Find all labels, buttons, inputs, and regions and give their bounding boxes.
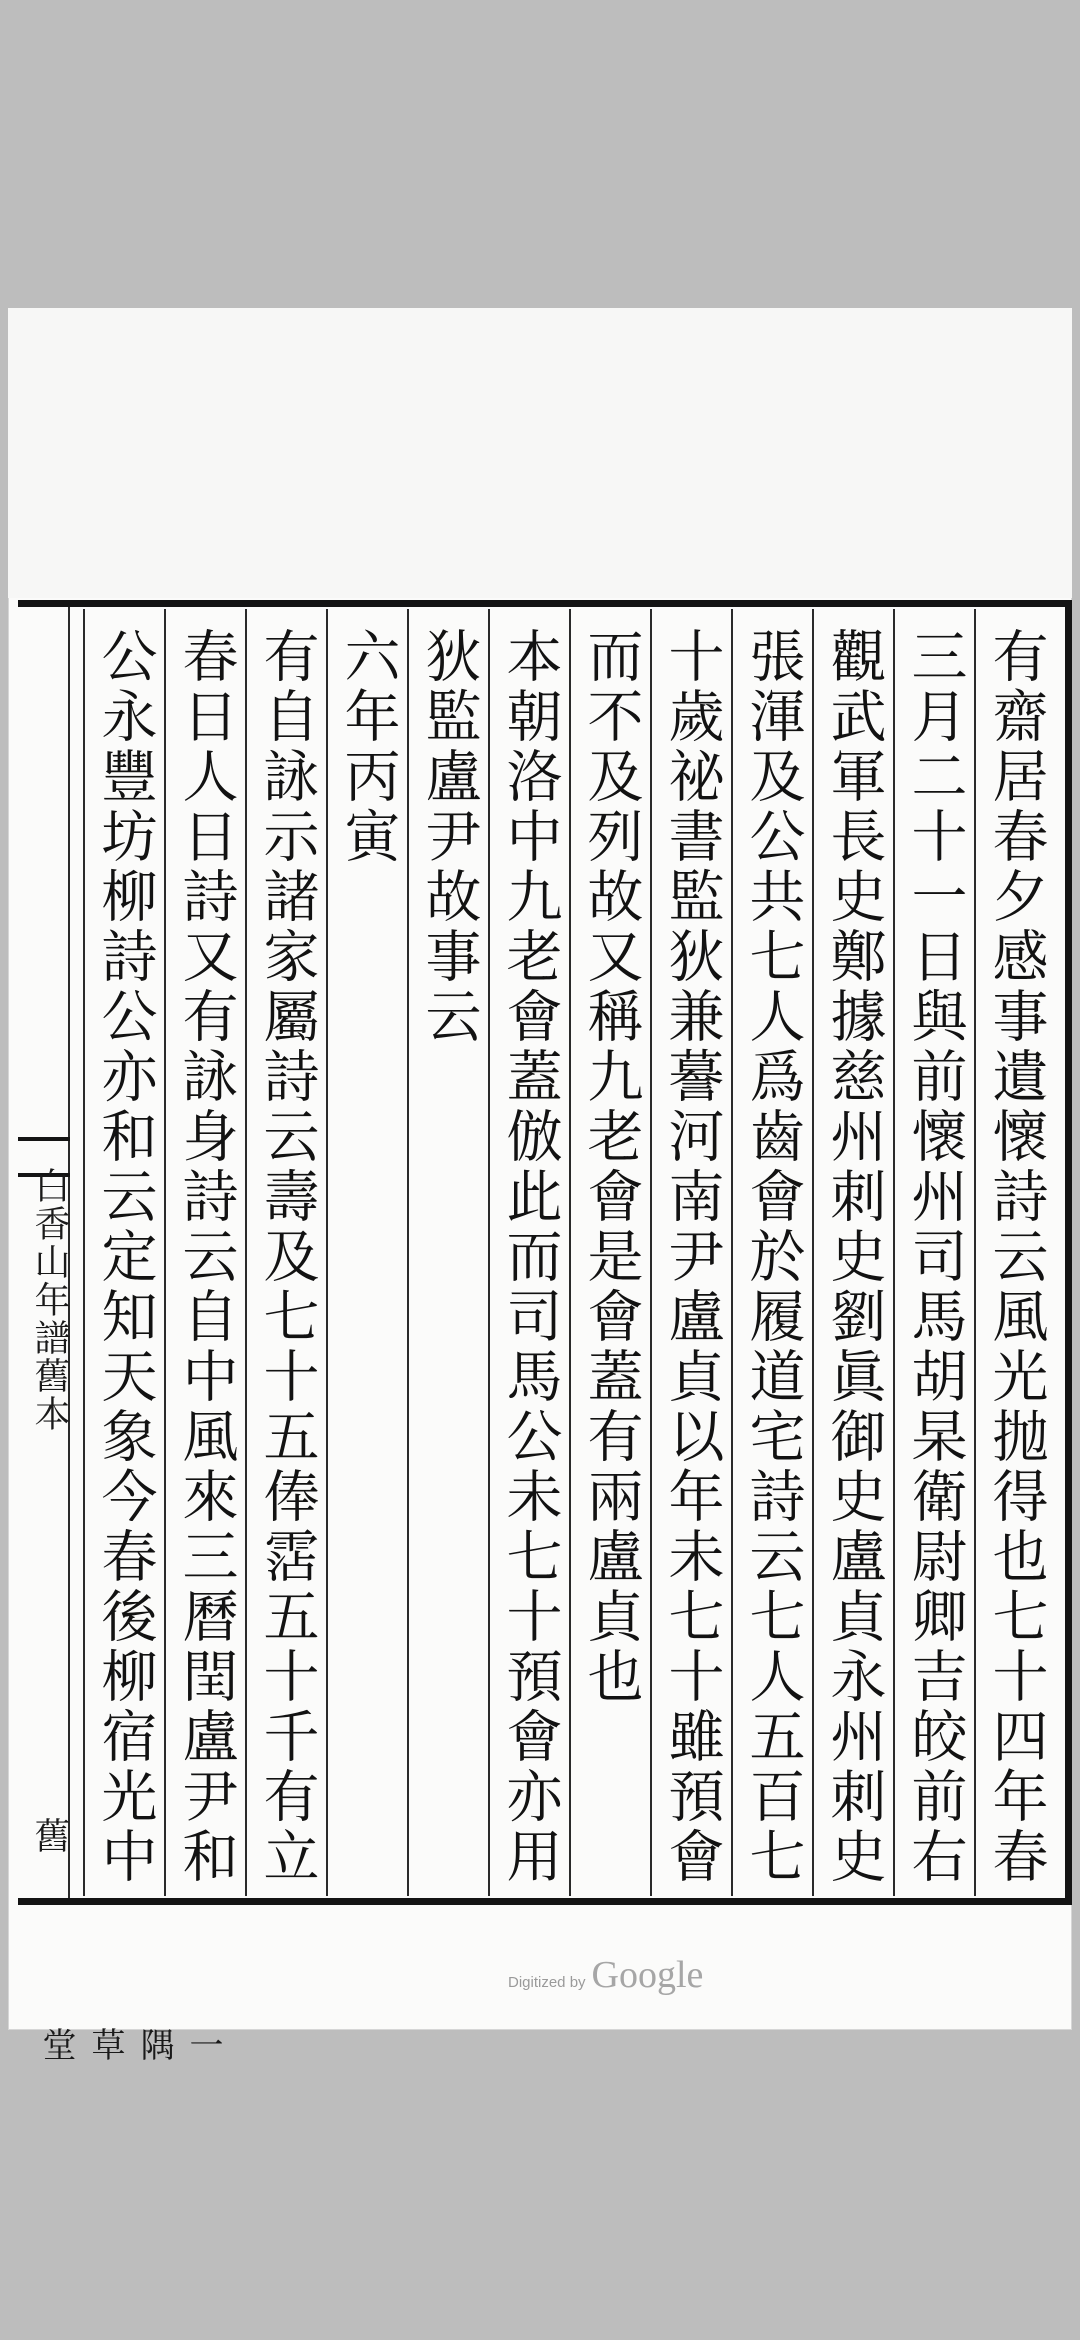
text-column [569, 609, 650, 1896]
margin-volume: 舊 [29, 1817, 70, 1853]
google-logo: Google [591, 1954, 704, 1996]
text-column [407, 609, 488, 1896]
text-column [893, 609, 974, 1896]
column-text: 本朝洛中九老會蓋倣此而司馬公未七十預會亦用 [497, 627, 563, 1887]
column-text: 十歲祕書監狄兼謩河南尹盧貞以年未七十雖預會 [659, 627, 725, 1887]
watermark-prefix: Digitized by [508, 1974, 586, 1991]
text-column [650, 609, 731, 1896]
column-text: 三月二十一日與前懷州司馬胡杲衛尉卿吉皎前右 [902, 627, 968, 1887]
column-text: 狄監盧尹故事云 [416, 627, 482, 1047]
text-column [83, 609, 164, 1896]
text-column [488, 609, 569, 1896]
text-column [812, 609, 893, 1896]
column-text: 有自詠示諸家屬詩云壽及七十五俸霑五十千有立 [254, 627, 320, 1887]
column-text: 觀武軍長史鄭據慈州刺史劉眞御史盧貞永州刺史 [821, 627, 887, 1887]
digitized-watermark [508, 1953, 703, 1997]
column-text: 公永豐坊柳詩公亦和云定知天象今春後柳宿光中 [92, 627, 158, 1887]
text-columns [83, 609, 1055, 1896]
upper-margin [8, 308, 1072, 598]
column-text: 春日人日詩又有詠身詩云自中風來三曆閏盧尹和 [173, 627, 239, 1887]
text-column [245, 609, 326, 1896]
text-column [974, 609, 1055, 1896]
column-text: 六年丙寅 [335, 627, 401, 867]
text-column [731, 609, 812, 1896]
column-text: 而不及列故又稱九老會是會蓋有兩盧貞也 [578, 627, 644, 1707]
column-text: 有齋居春夕感事遺懷詩云風光抛得也七十四年春 [983, 627, 1049, 1887]
text-column [326, 609, 407, 1896]
margin-title: 白香山年譜舊本 [29, 1167, 70, 1433]
column-text: 張渾及公共七人爲齒會於履道宅詩云七人五百七 [740, 627, 806, 1887]
text-column [164, 609, 245, 1896]
margin-publisher: 一隅草堂 [36, 2027, 223, 2065]
book-page [8, 308, 1072, 2065]
